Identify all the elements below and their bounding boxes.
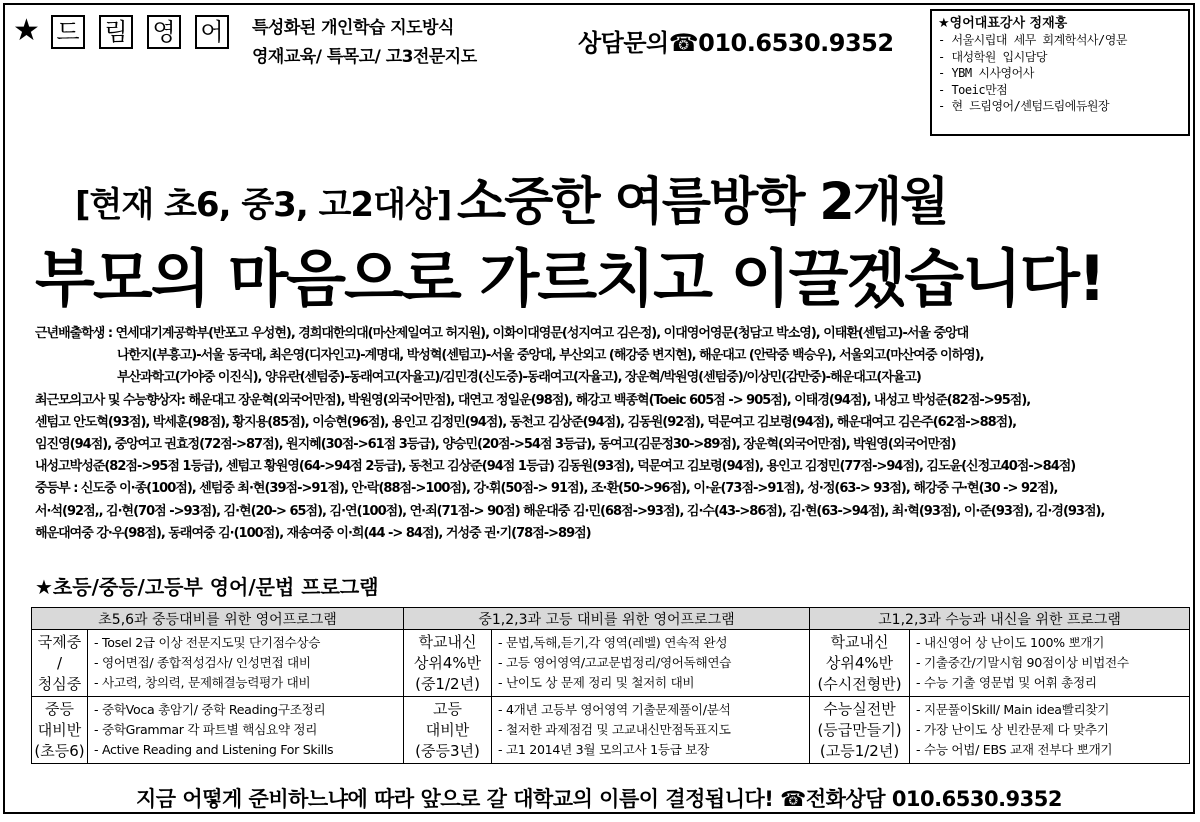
result-line: 중등부 : 신도중 이·종(100점), 센텀중 최·현(39점->91점), 안·락(88점->100점), 강·휘(50점-> 91점), 조·환(50->96점), 이·윤(73점->91점), 성·정(63-> 93점), 해강중 구·현(30 -> 92점), xyxy=(35,481,1058,497)
program-row xyxy=(32,697,1190,764)
teacher-item: - 현 드림영어/센텀드림에듀원장 xyxy=(938,99,1110,113)
footer-cta: 전화상담 xyxy=(805,787,885,811)
result-line: 내성고박성준(82점->95점 1등급), 센텀고 황원영(64->94점 2등급), 동천고 김상준(94점 1등급) 김동원(93점), 덕문여고 김보령(94점), 용인고 김정민(77점->94점), 김도윤(신정고40점->84점) xyxy=(35,459,1076,475)
phone-icon: ☎ xyxy=(780,787,806,811)
program-label-line: 학교내신 xyxy=(830,632,889,651)
results-section xyxy=(35,323,1185,545)
program-item: - 수능 기출 영문법 및 어휘 총정리 xyxy=(916,675,1097,690)
program-label-line: 대비반 xyxy=(37,720,82,739)
result-line: 나한지(부흥고)-서울 동국대, 최은영(디자인고)-계명대, 박성혁(센텀고)-서울 중앙대, 부산외고 (해강중 변지현), 해운대고 (안락중 백승우), 서울외고(마산여중 이하영), xyxy=(117,348,984,364)
program-items xyxy=(88,697,404,764)
program-item: - 중학Voca 총암기/ 중학 Reading구조정리 xyxy=(94,702,326,717)
logo-char: 어 xyxy=(195,15,229,49)
result-line: 근년배출학생 : 연세대기계공학부(반포고 우성현), 경희대한의대(마산제일여고 허지원), 이화이대영문(성지여고 김은정), 이대영어영문(청담고 박소영), 이태환(센텀고)-서울 중앙대 xyxy=(35,326,969,341)
program-label-line: / xyxy=(56,653,63,672)
result-line: 해운대여중 강·우(98점), 동래여중 김·(100점), 재송여중 이·희(44 -> 84점), 거성중 권·기(78점->89점) xyxy=(35,525,591,541)
program-item: - Tosel 2급 이상 전문지도및 단기점수상승 xyxy=(94,635,321,650)
tagline-line1: 특성화된 개인학습 지도방식 xyxy=(252,18,454,38)
phone-icon: ☎ xyxy=(668,29,699,57)
program-label-line: (등급만들기) xyxy=(817,720,902,739)
result-line: 임진영(94점), 중앙여고 권효정(72점->87점), 원지혜(30점->61점 3등급), 양승민(20점->54점 3등급), 동여고(김문정30->89점), 장운혁(외국어만점), 박원영(외국어만점) xyxy=(35,437,956,453)
program-label-line: 국제중 xyxy=(37,632,82,651)
program-label-line: 고등 xyxy=(433,699,462,718)
program-label-line: 대비반 xyxy=(425,720,470,739)
logo-char: 드 xyxy=(51,15,85,49)
program-title: ★초등/중등/고등부 영어/문법 프로그램 xyxy=(35,575,379,599)
program-item: - 고1 2014년 3월 모의고사 1등급 보장 xyxy=(498,742,709,757)
teacher-profile-box xyxy=(930,9,1190,136)
program-label xyxy=(810,630,910,697)
result-line: 최근모의고사 및 수능향상자: 해운대고 장운혁(외국어만점), 박원영(외국어만점), 대연고 정일운(98점), 해강고 백종혁(Toeic 605점 -> 905점), 이태경(94점), 내성고 박성준(82점->95점), xyxy=(35,392,1031,408)
program-item: - 철저한 과제점검 및 고교내신만점독표지도 xyxy=(498,722,731,737)
program-item: - 영어면접/ 종합적성검사/ 인성면접 대비 xyxy=(94,655,311,670)
program-label-line: (초등6) xyxy=(34,741,85,760)
footer-phone-number: 010.6530.9352 xyxy=(891,787,1062,811)
program-item: - 지문풀이Skill/ Main idea빨리찾기 xyxy=(916,702,1110,717)
phone-number: 010.6530.9352 xyxy=(698,29,894,57)
tagline-line2: 영재교육/ 특목고/ 고3전문지도 xyxy=(252,47,477,67)
program-label xyxy=(404,630,492,697)
program-label-line: (중1/2년) xyxy=(415,674,480,693)
headline-target: [현재 초6, 중3, 고2대상] xyxy=(75,185,452,225)
program-item: - 기출중간/기말시험 90점이상 비법전수 xyxy=(916,655,1129,670)
teacher-item: - 대성학원 입시담당 xyxy=(938,49,1047,64)
program-label-line: (중등3년) xyxy=(415,741,480,760)
teacher-item: - YBM 시사영어사 xyxy=(938,66,1034,80)
program-label xyxy=(810,697,910,764)
program-label-line: 중등 xyxy=(45,699,74,718)
program-items xyxy=(910,630,1190,697)
program-table xyxy=(31,607,1190,764)
program-row xyxy=(32,630,1190,697)
program-items xyxy=(88,630,404,697)
contact-label: 상담문의 xyxy=(578,29,669,57)
program-item: - 사고력, 창의력, 문제해결능력평가 대비 xyxy=(94,675,311,690)
program-item: - 고등 영어영역/고교문법정리/영어독해연습 xyxy=(498,655,732,670)
headline-main: 소중한 여름방학 2개월 xyxy=(456,173,948,232)
result-line: 부산과학고(가야중 이진식), 양유란(센텀중)-동래여고(자율고)/김민경(신도중)-동래여고(자율고), 장운혁/박원영(센텀중)/이상민(감만중)-해운대고(자율고) xyxy=(117,370,921,386)
program-label xyxy=(32,630,88,697)
program-header-row xyxy=(32,608,1190,630)
program-column-header: 초5,6과 중등대비를 위한 영어프로그램 xyxy=(32,608,404,630)
program-items xyxy=(492,630,810,697)
program-label xyxy=(32,697,88,764)
program-label-line: 상위4%반 xyxy=(825,653,894,672)
program-items xyxy=(910,697,1190,764)
program-column-header: 중1,2,3과 고등 대비를 위한 영어프로그램 xyxy=(404,608,810,630)
teacher-title: ★영어대표강사 정재홍 xyxy=(938,16,1068,31)
result-line: 센텀고 안도혁(93점), 박세훈(98점), 황지용(85점), 이승현(96점), 용인고 김정민(94점), 동천고 김상준(94점), 김동원(92점), 덕문여고 김보령(94점), 해운대여고 김은주(62점->88점), xyxy=(35,414,1017,430)
headline-line1 xyxy=(75,160,947,234)
program-label-line: 청심중 xyxy=(37,674,82,693)
result-line: 서·석(92점,, 김·현(70점 ->93점), 김·현(20-> 65점), 김·연(100점), 연·죄(71점-> 90점) 해운대중 김·민(68점->93점), 김·수(43->86점), 김·현(63->94점), 최·혁(93점), 이·준(93점), 김·경(93점), xyxy=(35,503,1105,519)
program-item: - 가장 난이도 상 빈칸문제 다 맞추기 xyxy=(916,722,1109,737)
logo-star-icon: ★ xyxy=(13,13,40,48)
program-label-line: 학교내신 xyxy=(418,632,477,651)
teacher-item: - Toeic만점 xyxy=(938,82,1008,97)
program-item: - 문법,독해,듣기,각 영역(레벨) 연속적 완성 xyxy=(498,635,728,650)
program-item: - Active Reading and Listening For Skills xyxy=(94,742,334,757)
advertisement xyxy=(3,3,1195,814)
program-label-line: (고등1/2년) xyxy=(819,741,900,760)
program-label-line: (수시전형반) xyxy=(817,674,902,693)
program-item: - 수능 어법/ EBS 교재 전부다 뽀개기 xyxy=(916,742,1113,757)
program-label xyxy=(404,697,492,764)
footer-text: 지금 어떻게 준비하느냐에 따라 앞으로 갈 대학교의 이름이 결정됩니다! xyxy=(136,787,774,811)
program-item: - 내신영어 상 난이도 100% 뽀개기 xyxy=(916,635,1105,650)
program-item: - 4개년 고등부 영어영역 기출문제풀이/분석 xyxy=(498,702,731,717)
program-label-line: 상위4%반 xyxy=(413,653,482,672)
program-item: - 난이도 상 문제 정리 및 철저히 대비 xyxy=(498,675,695,690)
program-item: - 중학Grammar 각 파트별 핵심요약 정리 xyxy=(94,722,318,737)
footer-message xyxy=(5,783,1193,813)
program-items xyxy=(492,697,810,764)
logo-char: 림 xyxy=(99,15,133,49)
program-column-header: 고1,2,3과 수능과 내신을 위한 프로그램 xyxy=(810,608,1190,630)
headline-line2: 부모의 마음으로 가르치고 이끌겠습니다! xyxy=(35,242,1105,315)
logo-char: 영 xyxy=(147,15,181,49)
contact-phone xyxy=(578,23,894,58)
teacher-item: - 서울시립대 세무 회계학석사/영문 xyxy=(938,33,1127,47)
program-label-line: 수능실전반 xyxy=(823,699,896,718)
